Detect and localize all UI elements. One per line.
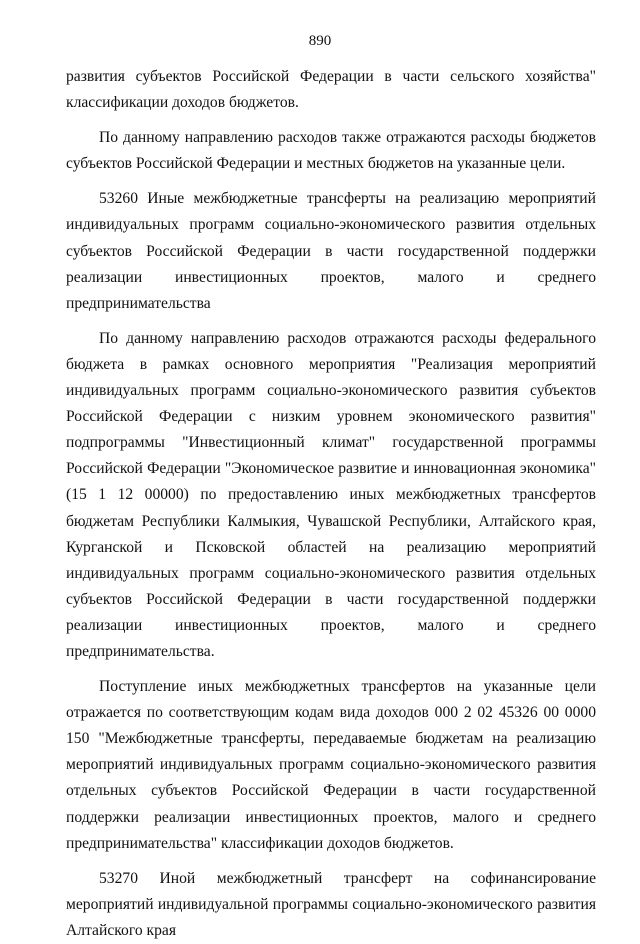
paragraph-53260-description: По данному направлению расходов отражаются расходы федерального бюджета в рамках основного мероприятия "Реализация мероприятий индивидуальных программ социально-экономического развития субъектов Российской Федерации с низким уровнем экономического развития" подпрограммы "Инвестиционный климат" государственной программы Российской Федерации "Экономическое развитие и инновационная экономика" (15 1 12 00000) по предоставлению иных межбюджетных трансфертов бюджетам Республики Калмыкия, Чувашской Республики, Алтайского края, Курганской и Псковской областей на реализацию мероприятий индивидуальных программ социально-экономического развития отдельных субъектов Российской Федерации в части государственной поддержки реализации инвестиционных проектов, малого и среднего предпринимательства.: [66, 329, 596, 660]
document-body: [66, 64, 596, 944]
paragraph-revenue-codes: Поступление иных межбюджетных трансфертов на указанные цели отражается по соответствующим кодам вида доходов 000 2 02 45326 00 0000 150 "Межбюджетные трансферты, передаваемые бюджетам на реализацию мероприятий индивидуальных программ социально-экономического развития отдельных субъектов Российской Федерации в части государственной поддержки реализации инвестиционных проектов, малого и среднего предпринимательства" классификации доходов бюджетов.: [66, 678, 596, 852]
paragraph-53270-heading: 53270 Иной межбюджетный трансферт на софинансирование мероприятий индивидуальной программы социально-экономического развития Алтайского края: [66, 869, 596, 939]
paragraph-expenses-note: По данному направлению расходов также отражаются расходы бюджетов субъектов Российской Федерации и местных бюджетов на указанные цели.: [66, 129, 596, 173]
paragraph-53260-heading: 53260 Иные межбюджетные трансферты на реализацию мероприятий индивидуальных программ социально-экономического развития отдельных субъектов Российской Федерации в части государственной поддержки реализации инвестиционных проектов, малого и среднего предпринимательства: [66, 190, 596, 312]
page-number: 890: [308, 33, 332, 49]
paragraph-continuation: развития субъектов Российской Федерации в части сельского хозяйства" классификации доходов бюджетов.: [66, 68, 596, 112]
